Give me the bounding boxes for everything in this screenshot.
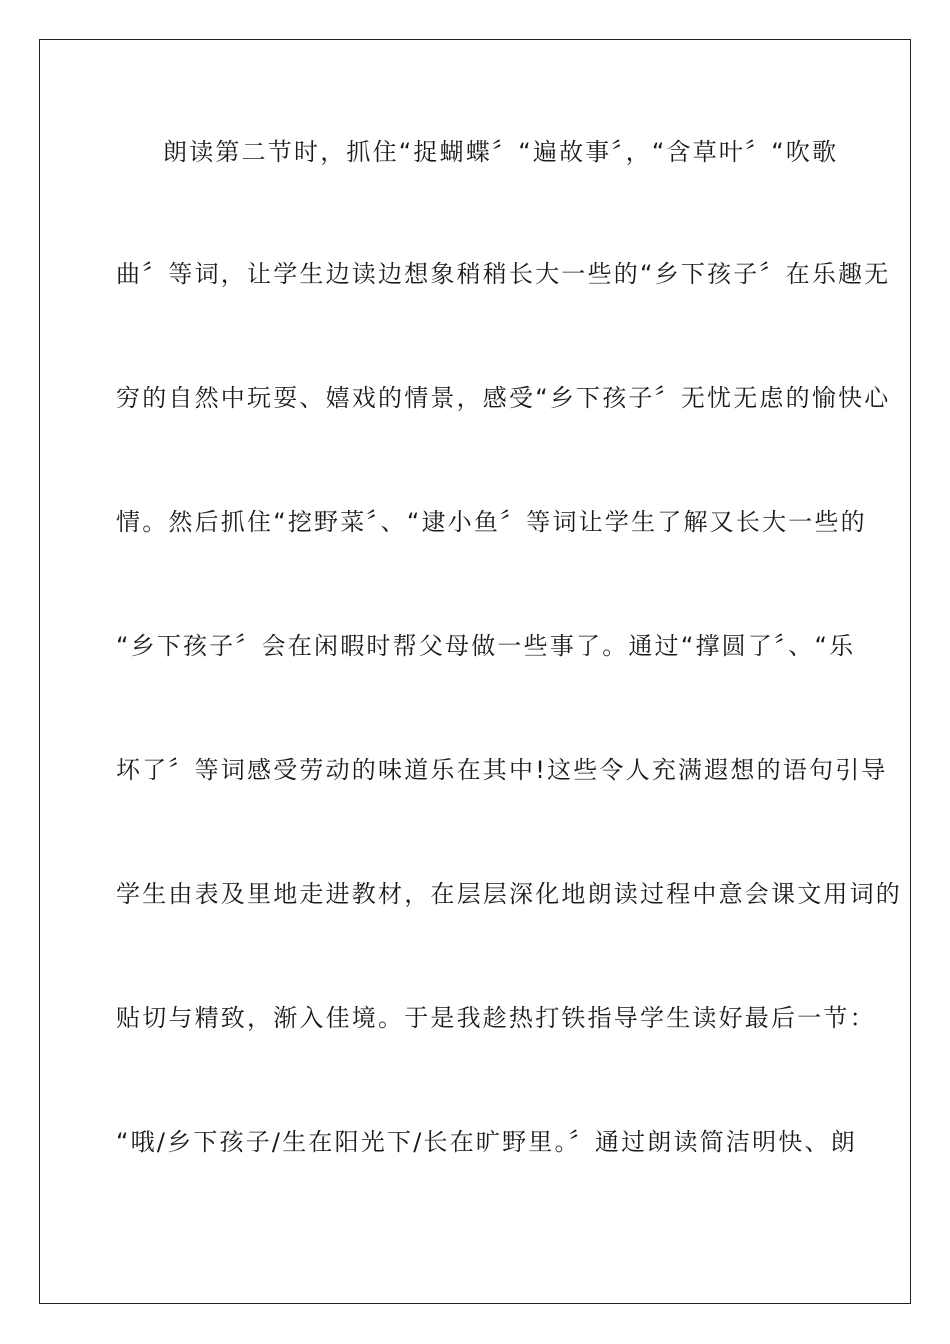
paragraph-line-1: 朗读第二节时，抓住“捉蝴蝶〞“遍故事〞，“含草叶〞“吹歌 bbox=[163, 138, 839, 166]
paragraph-line-5: “乡下孩子〞会在闲暇时帮父母做一些事了。通过“撑圆了〞、“乐 bbox=[116, 632, 856, 660]
paragraph-line-3: 穷的自然中玩耍、嬉戏的情景，感受“乡下孩子〞无忧无虑的愉快心 bbox=[116, 384, 891, 412]
paragraph-line-9: “哦/乡下孩子/生在阳光下/长在旷野里。〞通过朗读简洁明快、朗 bbox=[116, 1128, 857, 1156]
paragraph-line-7: 学生由表及里地走进教材，在层层深化地朗读过程中意会课文用词的 bbox=[116, 880, 902, 908]
paragraph-line-4: 情。然后抓住“挖野菜〞、“逮小鱼〞等词让学生了解又长大一些的 bbox=[116, 508, 867, 536]
paragraph-line-8: 贴切与精致，渐入佳境。于是我趁热打铁指导学生读好最后一节： bbox=[116, 1004, 876, 1032]
paragraph-line-2: 曲〞等词，让学生边读边想象稍稍长大一些的“乡下孩子〞在乐趣无 bbox=[116, 260, 891, 288]
page-border bbox=[39, 39, 911, 1304]
paragraph-line-6: 坏了〞等词感受劳动的味道乐在其中!这些令人充满遐想的语句引导 bbox=[116, 756, 888, 784]
